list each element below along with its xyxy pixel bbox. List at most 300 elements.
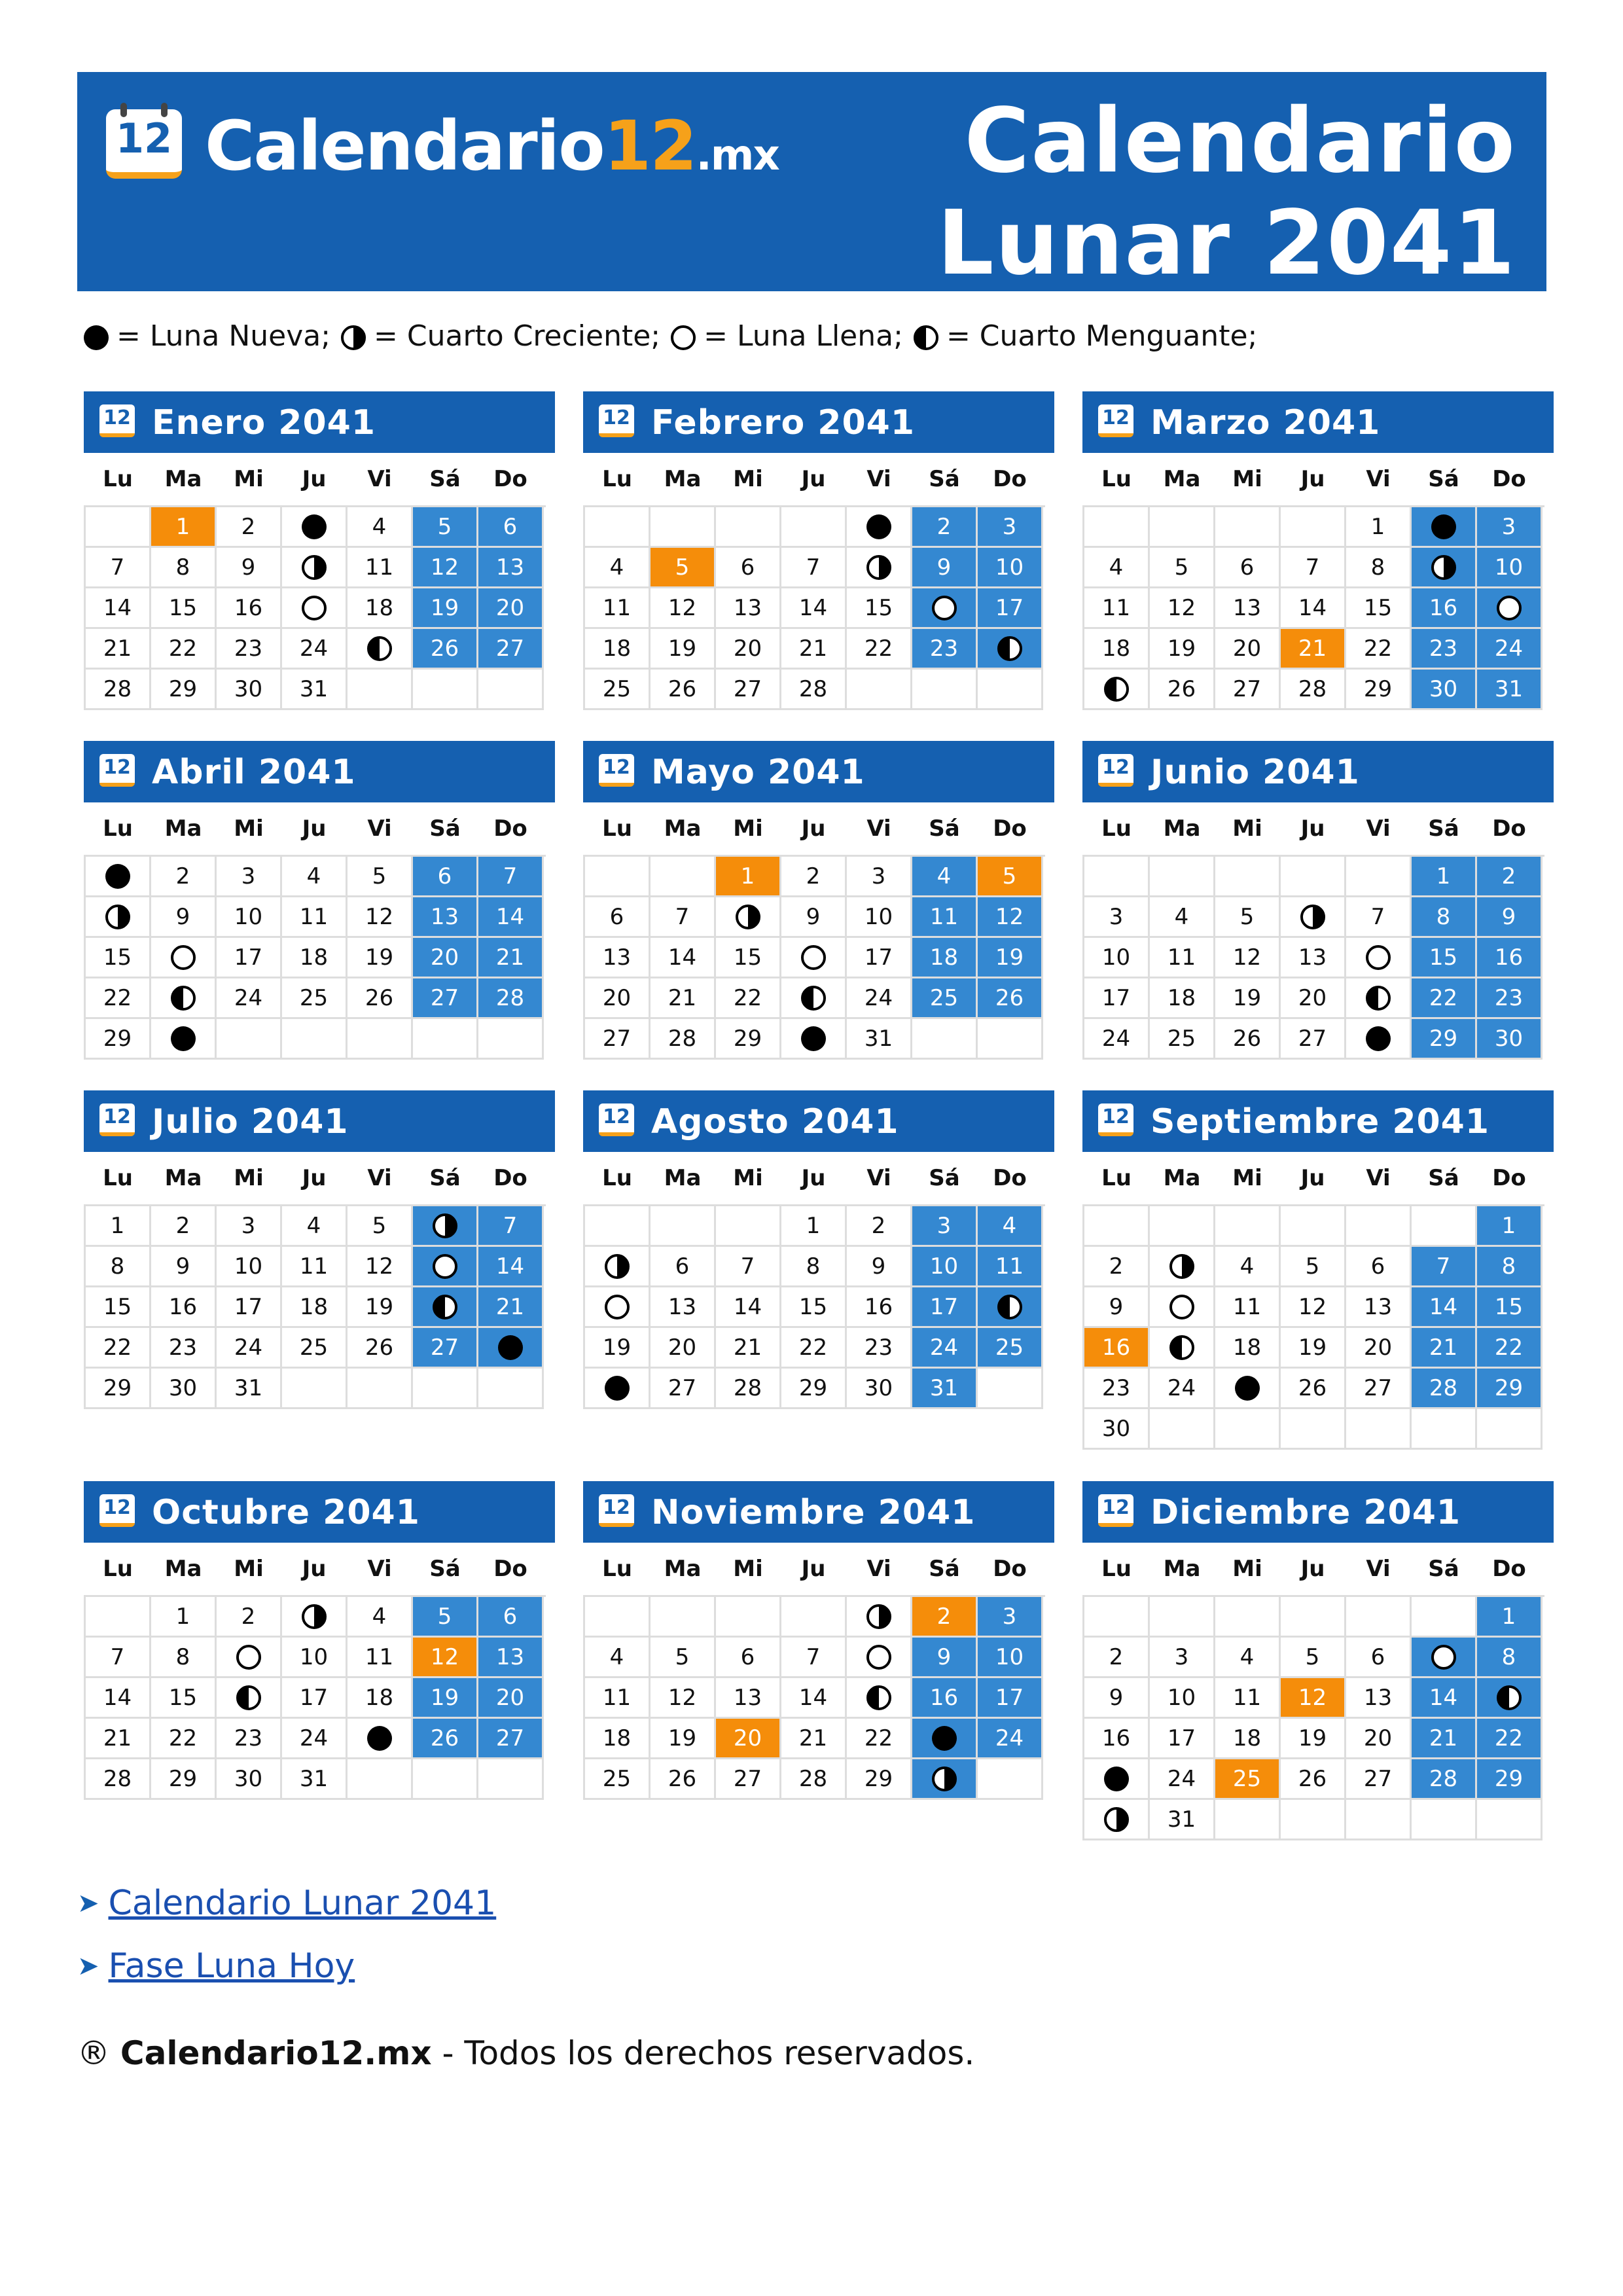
day-cell[interactable]: 15: [86, 1287, 151, 1328]
day-cell[interactable]: 3: [1150, 1638, 1215, 1678]
day-cell[interactable]: 30: [217, 670, 282, 710]
day-cell[interactable]: 7: [86, 548, 151, 588]
day-cell[interactable]: 21: [1281, 629, 1346, 670]
day-cell[interactable]: 8: [86, 1247, 151, 1287]
day-cell[interactable]: 19: [413, 588, 478, 629]
day-cell[interactable]: 25: [978, 1328, 1043, 1369]
day-cell[interactable]: 13: [716, 1678, 781, 1719]
day-cell[interactable]: 2: [217, 1597, 282, 1638]
day-cell[interactable]: [847, 1678, 912, 1719]
day-cell[interactable]: [781, 1019, 847, 1060]
day-cell[interactable]: 2: [151, 857, 217, 897]
day-cell[interactable]: 14: [781, 1678, 847, 1719]
day-cell[interactable]: 24: [282, 629, 348, 670]
day-cell[interactable]: [282, 548, 348, 588]
day-cell[interactable]: 26: [651, 1759, 716, 1800]
day-cell[interactable]: 15: [1346, 588, 1412, 629]
day-cell[interactable]: 5: [1281, 1247, 1346, 1287]
day-cell[interactable]: 3: [1477, 507, 1543, 548]
day-cell[interactable]: [912, 1719, 978, 1759]
day-cell[interactable]: 17: [978, 588, 1043, 629]
calendario-lunar-link[interactable]: Calendario Lunar 2041: [108, 1884, 497, 1923]
day-cell[interactable]: 25: [1150, 1019, 1215, 1060]
day-cell[interactable]: 13: [1346, 1678, 1412, 1719]
day-cell[interactable]: 13: [413, 897, 478, 938]
day-cell[interactable]: 2: [217, 507, 282, 548]
day-cell[interactable]: 1: [151, 507, 217, 548]
day-cell[interactable]: 11: [1084, 588, 1150, 629]
day-cell[interactable]: 21: [716, 1328, 781, 1369]
day-cell[interactable]: 22: [1477, 1328, 1543, 1369]
day-cell[interactable]: 18: [1084, 629, 1150, 670]
day-cell[interactable]: 25: [282, 978, 348, 1019]
day-cell[interactable]: 22: [151, 1719, 217, 1759]
day-cell[interactable]: 19: [348, 938, 413, 978]
day-cell[interactable]: 2: [912, 507, 978, 548]
day-cell[interactable]: 10: [1084, 938, 1150, 978]
day-cell[interactable]: [1084, 1759, 1150, 1800]
day-cell[interactable]: 24: [1150, 1369, 1215, 1409]
day-cell[interactable]: 10: [978, 548, 1043, 588]
day-cell[interactable]: 6: [413, 857, 478, 897]
day-cell[interactable]: 26: [348, 1328, 413, 1369]
day-cell[interactable]: 4: [1215, 1247, 1281, 1287]
day-cell[interactable]: 8: [1477, 1247, 1543, 1287]
day-cell[interactable]: 10: [217, 897, 282, 938]
day-cell[interactable]: [1084, 670, 1150, 710]
day-cell[interactable]: 6: [1346, 1638, 1412, 1678]
day-cell[interactable]: [781, 938, 847, 978]
day-cell[interactable]: 4: [585, 548, 651, 588]
day-cell[interactable]: 14: [86, 1678, 151, 1719]
day-cell[interactable]: 26: [1215, 1019, 1281, 1060]
day-cell[interactable]: [716, 897, 781, 938]
day-cell[interactable]: 12: [1281, 1287, 1346, 1328]
day-cell[interactable]: 27: [413, 1328, 478, 1369]
day-cell[interactable]: 5: [651, 1638, 716, 1678]
day-cell[interactable]: [217, 1678, 282, 1719]
day-cell[interactable]: 29: [151, 1759, 217, 1800]
day-cell[interactable]: [1150, 1328, 1215, 1369]
day-cell[interactable]: 26: [1150, 670, 1215, 710]
day-cell[interactable]: 26: [413, 629, 478, 670]
day-cell[interactable]: 8: [1412, 897, 1477, 938]
day-cell[interactable]: 18: [912, 938, 978, 978]
day-cell[interactable]: 19: [978, 938, 1043, 978]
day-cell[interactable]: 26: [978, 978, 1043, 1019]
day-cell[interactable]: 9: [1084, 1287, 1150, 1328]
day-cell[interactable]: [585, 1287, 651, 1328]
day-cell[interactable]: [1084, 1800, 1150, 1840]
day-cell[interactable]: 12: [348, 1247, 413, 1287]
day-cell[interactable]: 10: [912, 1247, 978, 1287]
day-cell[interactable]: 20: [1346, 1719, 1412, 1759]
day-cell[interactable]: 6: [1215, 548, 1281, 588]
day-cell[interactable]: 13: [478, 1638, 544, 1678]
day-cell[interactable]: 18: [1150, 978, 1215, 1019]
day-cell[interactable]: [413, 1206, 478, 1247]
day-cell[interactable]: 18: [348, 588, 413, 629]
day-cell[interactable]: [1412, 507, 1477, 548]
day-cell[interactable]: 15: [716, 938, 781, 978]
day-cell[interactable]: 28: [781, 670, 847, 710]
day-cell[interactable]: 27: [716, 1759, 781, 1800]
day-cell[interactable]: 14: [1412, 1678, 1477, 1719]
day-cell[interactable]: 26: [1281, 1759, 1346, 1800]
day-cell[interactable]: 11: [282, 897, 348, 938]
day-cell[interactable]: 30: [1412, 670, 1477, 710]
day-cell[interactable]: 22: [1346, 629, 1412, 670]
day-cell[interactable]: [348, 629, 413, 670]
day-cell[interactable]: 11: [1150, 938, 1215, 978]
day-cell[interactable]: 16: [912, 1678, 978, 1719]
day-cell[interactable]: 22: [847, 1719, 912, 1759]
day-cell[interactable]: 27: [478, 1719, 544, 1759]
day-cell[interactable]: 20: [478, 1678, 544, 1719]
day-cell[interactable]: [413, 1287, 478, 1328]
day-cell[interactable]: 5: [413, 507, 478, 548]
day-cell[interactable]: 21: [781, 1719, 847, 1759]
day-cell[interactable]: 11: [348, 1638, 413, 1678]
day-cell[interactable]: 15: [847, 588, 912, 629]
day-cell[interactable]: 14: [651, 938, 716, 978]
day-cell[interactable]: 5: [978, 857, 1043, 897]
day-cell[interactable]: 22: [1412, 978, 1477, 1019]
day-cell[interactable]: 9: [1084, 1678, 1150, 1719]
day-cell[interactable]: 17: [282, 1678, 348, 1719]
day-cell[interactable]: 9: [912, 548, 978, 588]
day-cell[interactable]: [847, 507, 912, 548]
day-cell[interactable]: 2: [781, 857, 847, 897]
day-cell[interactable]: 24: [912, 1328, 978, 1369]
day-cell[interactable]: 14: [86, 588, 151, 629]
day-cell[interactable]: 8: [781, 1247, 847, 1287]
day-cell[interactable]: 4: [348, 507, 413, 548]
day-cell[interactable]: 1: [781, 1206, 847, 1247]
day-cell[interactable]: [1215, 1369, 1281, 1409]
day-cell[interactable]: 2: [151, 1206, 217, 1247]
day-cell[interactable]: 18: [282, 1287, 348, 1328]
day-cell[interactable]: [1281, 897, 1346, 938]
day-cell[interactable]: 7: [1281, 548, 1346, 588]
day-cell[interactable]: 1: [86, 1206, 151, 1247]
day-cell[interactable]: 5: [651, 548, 716, 588]
day-cell[interactable]: 15: [151, 1678, 217, 1719]
day-cell[interactable]: 27: [1346, 1369, 1412, 1409]
day-cell[interactable]: [1346, 1019, 1412, 1060]
day-cell[interactable]: [86, 857, 151, 897]
day-cell[interactable]: 22: [716, 978, 781, 1019]
day-cell[interactable]: 7: [1346, 897, 1412, 938]
day-cell[interactable]: 17: [1084, 978, 1150, 1019]
day-cell[interactable]: 29: [781, 1369, 847, 1409]
day-cell[interactable]: [1412, 1638, 1477, 1678]
day-cell[interactable]: 7: [478, 1206, 544, 1247]
day-cell[interactable]: 27: [585, 1019, 651, 1060]
day-cell[interactable]: 26: [413, 1719, 478, 1759]
fase-luna-hoy-link[interactable]: Fase Luna Hoy: [108, 1946, 355, 1986]
day-cell[interactable]: 18: [585, 1719, 651, 1759]
day-cell[interactable]: 9: [151, 1247, 217, 1287]
day-cell[interactable]: 22: [847, 629, 912, 670]
day-cell[interactable]: 15: [781, 1287, 847, 1328]
day-cell[interactable]: 30: [217, 1759, 282, 1800]
day-cell[interactable]: [781, 978, 847, 1019]
day-cell[interactable]: 15: [1477, 1287, 1543, 1328]
day-cell[interactable]: 17: [217, 938, 282, 978]
day-cell[interactable]: 4: [348, 1597, 413, 1638]
day-cell[interactable]: [413, 1247, 478, 1287]
day-cell[interactable]: 28: [1412, 1369, 1477, 1409]
day-cell[interactable]: 4: [585, 1638, 651, 1678]
day-cell[interactable]: [585, 1369, 651, 1409]
day-cell[interactable]: 4: [912, 857, 978, 897]
day-cell[interactable]: 6: [716, 1638, 781, 1678]
day-cell[interactable]: 8: [1346, 548, 1412, 588]
day-cell[interactable]: 11: [1215, 1287, 1281, 1328]
day-cell[interactable]: 21: [781, 629, 847, 670]
day-cell[interactable]: 1: [151, 1597, 217, 1638]
day-cell[interactable]: 31: [1150, 1800, 1215, 1840]
day-cell[interactable]: 13: [478, 548, 544, 588]
day-cell[interactable]: 25: [585, 670, 651, 710]
day-cell[interactable]: 7: [86, 1638, 151, 1678]
day-cell[interactable]: 16: [1084, 1328, 1150, 1369]
day-cell[interactable]: 16: [151, 1287, 217, 1328]
day-cell[interactable]: 1: [1346, 507, 1412, 548]
day-cell[interactable]: [978, 629, 1043, 670]
day-cell[interactable]: 14: [781, 588, 847, 629]
day-cell[interactable]: 6: [716, 548, 781, 588]
day-cell[interactable]: [978, 1287, 1043, 1328]
day-cell[interactable]: 4: [1084, 548, 1150, 588]
day-cell[interactable]: 12: [1215, 938, 1281, 978]
day-cell[interactable]: 9: [847, 1247, 912, 1287]
day-cell[interactable]: 18: [1215, 1328, 1281, 1369]
day-cell[interactable]: 20: [716, 1719, 781, 1759]
day-cell[interactable]: 14: [1412, 1287, 1477, 1328]
day-cell[interactable]: 16: [847, 1287, 912, 1328]
day-cell[interactable]: 25: [912, 978, 978, 1019]
day-cell[interactable]: 19: [585, 1328, 651, 1369]
day-cell[interactable]: 13: [585, 938, 651, 978]
day-cell[interactable]: 7: [716, 1247, 781, 1287]
day-cell[interactable]: 6: [478, 507, 544, 548]
day-cell[interactable]: 29: [716, 1019, 781, 1060]
day-cell[interactable]: 10: [1150, 1678, 1215, 1719]
day-cell[interactable]: [1150, 1287, 1215, 1328]
day-cell[interactable]: 28: [86, 670, 151, 710]
day-cell[interactable]: 29: [1412, 1019, 1477, 1060]
day-cell[interactable]: 29: [1477, 1369, 1543, 1409]
day-cell[interactable]: 29: [86, 1369, 151, 1409]
day-cell[interactable]: 17: [847, 938, 912, 978]
day-cell[interactable]: 20: [413, 938, 478, 978]
day-cell[interactable]: 6: [585, 897, 651, 938]
day-cell[interactable]: 24: [1084, 1019, 1150, 1060]
day-cell[interactable]: 18: [585, 629, 651, 670]
day-cell[interactable]: 23: [912, 629, 978, 670]
day-cell[interactable]: 11: [585, 1678, 651, 1719]
day-cell[interactable]: 27: [413, 978, 478, 1019]
day-cell[interactable]: 20: [1281, 978, 1346, 1019]
day-cell[interactable]: 5: [348, 857, 413, 897]
day-cell[interactable]: 12: [413, 1638, 478, 1678]
day-cell[interactable]: 13: [1346, 1287, 1412, 1328]
day-cell[interactable]: [847, 1597, 912, 1638]
day-cell[interactable]: 27: [1346, 1759, 1412, 1800]
day-cell[interactable]: 30: [847, 1369, 912, 1409]
day-cell[interactable]: 29: [151, 670, 217, 710]
day-cell[interactable]: [151, 978, 217, 1019]
day-cell[interactable]: [86, 897, 151, 938]
day-cell[interactable]: 8: [1477, 1638, 1543, 1678]
day-cell[interactable]: 25: [282, 1328, 348, 1369]
day-cell[interactable]: 24: [978, 1719, 1043, 1759]
day-cell[interactable]: 9: [151, 897, 217, 938]
day-cell[interactable]: 19: [1281, 1328, 1346, 1369]
day-cell[interactable]: [151, 938, 217, 978]
day-cell[interactable]: [1346, 938, 1412, 978]
day-cell[interactable]: 19: [413, 1678, 478, 1719]
day-cell[interactable]: 28: [781, 1759, 847, 1800]
day-cell[interactable]: 12: [413, 548, 478, 588]
day-cell[interactable]: 11: [978, 1247, 1043, 1287]
day-cell[interactable]: 18: [282, 938, 348, 978]
day-cell[interactable]: 6: [1346, 1247, 1412, 1287]
day-cell[interactable]: 20: [478, 588, 544, 629]
day-cell[interactable]: 23: [1084, 1369, 1150, 1409]
day-cell[interactable]: 12: [1150, 588, 1215, 629]
day-cell[interactable]: 10: [217, 1247, 282, 1287]
day-cell[interactable]: 14: [1281, 588, 1346, 629]
day-cell[interactable]: 24: [217, 978, 282, 1019]
day-cell[interactable]: 16: [1412, 588, 1477, 629]
day-cell[interactable]: 29: [86, 1019, 151, 1060]
day-cell[interactable]: 24: [1477, 629, 1543, 670]
day-cell[interactable]: 11: [282, 1247, 348, 1287]
day-cell[interactable]: 11: [348, 548, 413, 588]
day-cell[interactable]: 14: [478, 897, 544, 938]
day-cell[interactable]: 28: [86, 1759, 151, 1800]
day-cell[interactable]: 31: [282, 1759, 348, 1800]
day-cell[interactable]: 3: [1084, 897, 1150, 938]
day-cell[interactable]: 11: [912, 897, 978, 938]
day-cell[interactable]: 26: [1281, 1369, 1346, 1409]
day-cell[interactable]: 2: [1084, 1247, 1150, 1287]
day-cell[interactable]: 19: [1215, 978, 1281, 1019]
day-cell[interactable]: 20: [1346, 1328, 1412, 1369]
day-cell[interactable]: 7: [478, 857, 544, 897]
day-cell[interactable]: 17: [912, 1287, 978, 1328]
day-cell[interactable]: 31: [217, 1369, 282, 1409]
day-cell[interactable]: 16: [1477, 938, 1543, 978]
day-cell[interactable]: 27: [1215, 670, 1281, 710]
day-cell[interactable]: 21: [651, 978, 716, 1019]
day-cell[interactable]: 3: [978, 507, 1043, 548]
day-cell[interactable]: 4: [282, 1206, 348, 1247]
day-cell[interactable]: 16: [1084, 1719, 1150, 1759]
day-cell[interactable]: 24: [847, 978, 912, 1019]
day-cell[interactable]: 22: [86, 978, 151, 1019]
day-cell[interactable]: 28: [716, 1369, 781, 1409]
day-cell[interactable]: 9: [217, 548, 282, 588]
day-cell[interactable]: 3: [217, 1206, 282, 1247]
day-cell[interactable]: 15: [86, 938, 151, 978]
day-cell[interactable]: 23: [1412, 629, 1477, 670]
day-cell[interactable]: 11: [585, 588, 651, 629]
day-cell[interactable]: 8: [151, 548, 217, 588]
day-cell[interactable]: 1: [1477, 1597, 1543, 1638]
day-cell[interactable]: 31: [912, 1369, 978, 1409]
day-cell[interactable]: 13: [1215, 588, 1281, 629]
day-cell[interactable]: 17: [217, 1287, 282, 1328]
day-cell[interactable]: 18: [1215, 1719, 1281, 1759]
day-cell[interactable]: 13: [716, 588, 781, 629]
day-cell[interactable]: [1346, 978, 1412, 1019]
day-cell[interactable]: [847, 1638, 912, 1678]
day-cell[interactable]: 30: [1477, 1019, 1543, 1060]
day-cell[interactable]: 1: [1477, 1206, 1543, 1247]
day-cell[interactable]: [348, 1719, 413, 1759]
day-cell[interactable]: 27: [651, 1369, 716, 1409]
day-cell[interactable]: 7: [781, 548, 847, 588]
day-cell[interactable]: 3: [847, 857, 912, 897]
day-cell[interactable]: 31: [1477, 670, 1543, 710]
day-cell[interactable]: 29: [1346, 670, 1412, 710]
day-cell[interactable]: 12: [978, 897, 1043, 938]
day-cell[interactable]: 10: [978, 1638, 1043, 1678]
day-cell[interactable]: 2: [1477, 857, 1543, 897]
day-cell[interactable]: 3: [978, 1597, 1043, 1638]
day-cell[interactable]: 10: [847, 897, 912, 938]
day-cell[interactable]: 4: [1150, 897, 1215, 938]
day-cell[interactable]: 19: [1281, 1719, 1346, 1759]
day-cell[interactable]: 20: [716, 629, 781, 670]
day-cell[interactable]: 23: [217, 1719, 282, 1759]
day-cell[interactable]: 3: [912, 1206, 978, 1247]
day-cell[interactable]: 23: [847, 1328, 912, 1369]
day-cell[interactable]: 9: [781, 897, 847, 938]
day-cell[interactable]: [151, 1019, 217, 1060]
day-cell[interactable]: 13: [651, 1287, 716, 1328]
day-cell[interactable]: 14: [716, 1287, 781, 1328]
day-cell[interactable]: [217, 1638, 282, 1678]
day-cell[interactable]: 8: [151, 1638, 217, 1678]
day-cell[interactable]: [912, 588, 978, 629]
day-cell[interactable]: 28: [651, 1019, 716, 1060]
day-cell[interactable]: [912, 1759, 978, 1800]
day-cell[interactable]: 23: [1477, 978, 1543, 1019]
day-cell[interactable]: 10: [1477, 548, 1543, 588]
day-cell[interactable]: 20: [585, 978, 651, 1019]
day-cell[interactable]: [282, 1597, 348, 1638]
day-cell[interactable]: 22: [86, 1328, 151, 1369]
day-cell[interactable]: 31: [847, 1019, 912, 1060]
day-cell[interactable]: [1412, 548, 1477, 588]
day-cell[interactable]: 29: [847, 1759, 912, 1800]
day-cell[interactable]: 15: [1412, 938, 1477, 978]
day-cell[interactable]: 21: [478, 1287, 544, 1328]
day-cell[interactable]: 10: [282, 1638, 348, 1678]
day-cell[interactable]: 21: [478, 938, 544, 978]
day-cell[interactable]: 7: [1412, 1247, 1477, 1287]
day-cell[interactable]: 28: [1412, 1759, 1477, 1800]
day-cell[interactable]: 4: [282, 857, 348, 897]
day-cell[interactable]: [1477, 588, 1543, 629]
day-cell[interactable]: 12: [651, 588, 716, 629]
day-cell[interactable]: 21: [1412, 1719, 1477, 1759]
